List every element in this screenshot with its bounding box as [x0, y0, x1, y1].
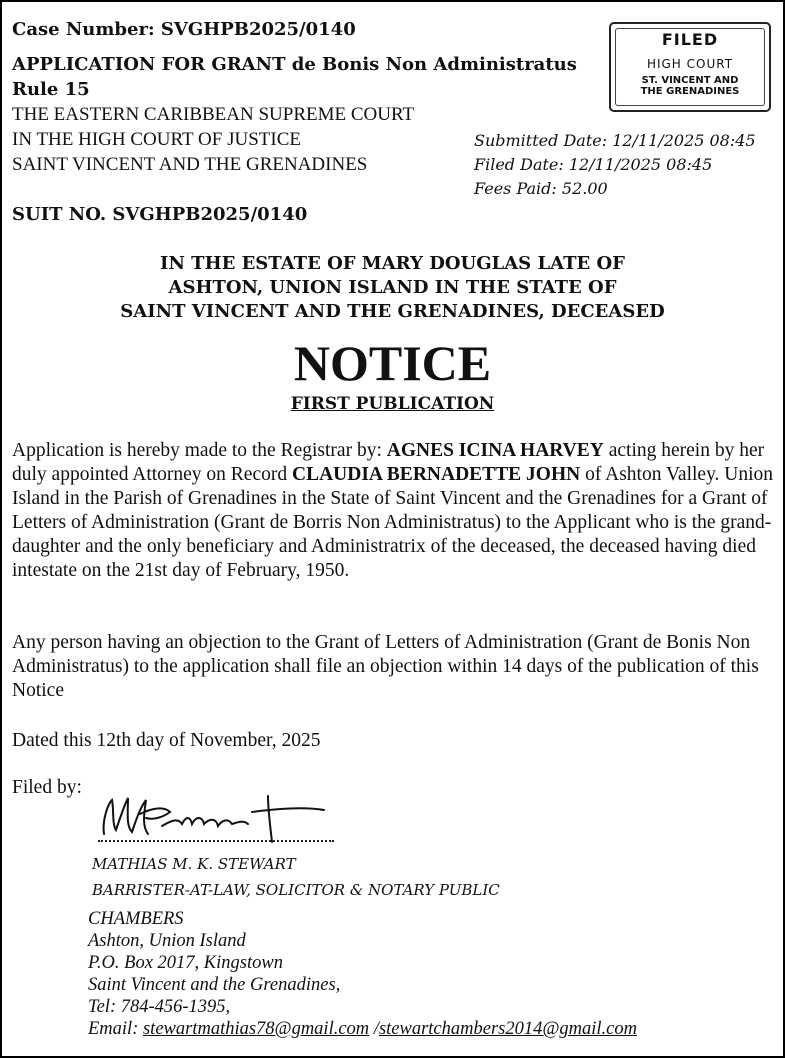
address-line-3: Saint Vincent and the Grenadines,: [88, 975, 341, 995]
estate-heading: [2, 252, 783, 324]
court-line-1: THE EASTERN CARIBBEAN SUPREME COURT: [12, 104, 415, 125]
estate-line-1: IN THE ESTATE OF MARY DOUGLAS LATE OF: [160, 253, 625, 274]
submitted-date: Submitted Date: 12/11/2025 08:45: [474, 131, 756, 150]
rule-number: Rule 15: [12, 79, 90, 100]
chambers-address: [88, 908, 637, 1040]
dated-line: Dated this 12th day of November, 2025: [12, 730, 321, 751]
filed-date: Filed Date: 12/11/2025 08:45: [474, 155, 713, 174]
attorney-name: CLAUDIA BERNADETTE JOHN: [292, 464, 581, 485]
stamp-title: FILED: [661, 30, 719, 49]
email-label: Email:: [88, 1019, 143, 1039]
email-line: [88, 1018, 637, 1040]
stamp-line-2: THE GRENADINES: [640, 86, 740, 97]
notice-title: NOTICE: [293, 335, 492, 391]
chambers-label: CHAMBERS: [88, 909, 184, 929]
court-line-3: SAINT VINCENT AND THE GRENADINES: [12, 154, 368, 175]
para1-intro: Application is hereby made to the Registrar by:: [12, 440, 387, 461]
stamp-court: HIGH COURT: [646, 57, 734, 71]
publication-text: FIRST PUBLICATION: [290, 394, 495, 414]
email-link-1[interactable]: stewartmathias78@gmail.com: [142, 1019, 370, 1039]
stamp-line-1: ST. VINCENT AND: [641, 75, 739, 86]
publication-label: [2, 393, 783, 415]
applicant-name: AGNES ICINA HARVEY: [386, 440, 604, 461]
address-line-2: P.O. Box 2017, Kingstown: [88, 953, 283, 973]
objection-paragraph: Any person having an objection to the Grant of Letters of Administration (Grant de Bonis Non Administratus) to the application shall file an objection within 14 days of the publication of this Notice: [12, 632, 759, 701]
application-title: APPLICATION FOR GRANT de Bonis Non Administratus: [12, 54, 577, 75]
signature-line: [98, 840, 334, 842]
court-line-2: IN THE HIGH COURT OF JUSTICE: [12, 129, 301, 150]
address-line-1: Ashton, Union Island: [88, 931, 246, 951]
filed-by-label: Filed by:: [12, 777, 82, 798]
email-separator: /: [369, 1019, 379, 1039]
application-paragraph: [12, 439, 780, 583]
telephone: Tel: 784-456-1395,: [88, 997, 231, 1017]
estate-line-3: SAINT VINCENT AND THE GRENADINES, DECEASED: [120, 301, 665, 322]
fees-paid: Fees Paid: 52.00: [474, 179, 608, 198]
email-link-2[interactable]: stewartchambers2014@gmail.com: [378, 1019, 637, 1039]
signatory-name: MATHIAS M. K. STEWART: [92, 855, 296, 873]
case-number: Case Number: SVGHPB2025/0140: [12, 19, 356, 40]
filed-stamp: [609, 22, 771, 112]
estate-line-2: ASHTON, UNION ISLAND IN THE STATE OF: [168, 277, 617, 298]
para1-mid: acting herein by her duly appointed Attorney on Record: [12, 440, 765, 485]
signatory-title: BARRISTER-AT-LAW, SOLICITOR & NOTARY PUBLIC: [92, 881, 500, 899]
suit-number: SUIT NO. SVGHPB2025/0140: [12, 204, 308, 225]
para1-rest: of Ashton Valley. Union Island in the Parish of Grenadines in the State of Saint Vincent and the Grenadines for a Grant of Letters of Administration (Grant de Borris Non Administratus) to the Applicant who is the grand-daughter and the only beneficiary and Administratrix of the deceased, the deceased having died intestate on the 21st day of February, 1950.: [12, 464, 774, 581]
stamp-inner-border: [615, 28, 765, 106]
